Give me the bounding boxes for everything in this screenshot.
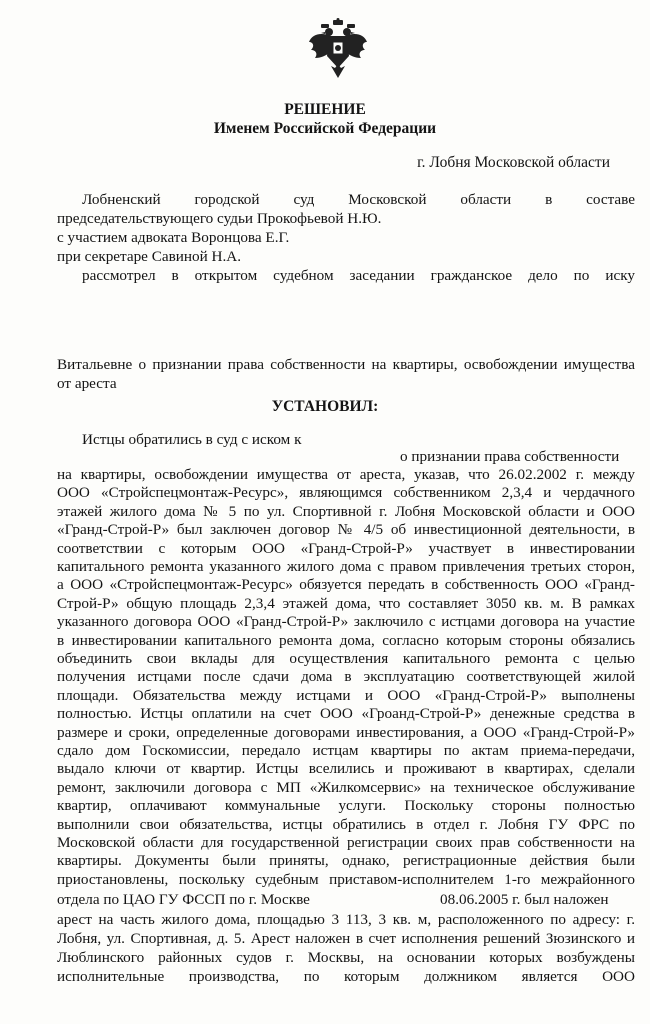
body-line: капитального ремонта указанного жилого дома с правом привлечения третьих сторон, [57,558,635,575]
intro-line-1: Лобненский городской суд Московской области в составе [82,191,635,208]
body-line: арест на часть жилого дома, площадью 3 113, 3 кв. м, расположенного по адресу: г. [57,911,635,928]
coat-of-arms-emblem-icon [307,18,369,80]
body-line: выполнили свои обязательства, истцы обратились в отдел г. Лобня ГУ ФРС по [57,815,635,833]
body-line: приостановлены, поскольку судебным приставом-исполнителем 1-го межрайонного [57,870,635,888]
body-line: Московской области для государственной регистрации своих прав собственности на [57,834,635,851]
body-line: а ООО «Стройспецмонтаж-Ресурс» обязуется передать в собственность ООО «Гранд- [57,576,635,594]
body-line: площади. Обязательства между истцами и ООО «Гранд-Строй-Р» выполнены [57,686,635,704]
body-line: на квартиры, освобождении имущества от ареста, указав, что 26.02.2002 г. между [57,466,635,483]
body-line: выдало ключи от квартир. Истцы вселились и проживают в квартирах, сделали [57,760,635,778]
body-line-bailiff: отдела по ЦАО ГУ ФССП по г. Москве [57,891,310,908]
body-line: этажей жилого дома № 5 по ул. Спортивной г. Лобня Московской области и ООО [57,502,635,520]
document-subtitle: Именем Российской Федерации [213,120,437,137]
body-line: объединить свои вклады для осуществления капитального ремонта с целью [57,650,635,667]
intro-line-3: с участием адвоката Воронцова Е.Г. [57,229,290,246]
body-line-date: 08.06.2005 г. был наложен [440,891,609,908]
body-line: Лобня, ул. Спортивная, д. 5. Арест наложен в счет исполнения решений Зюзинского и [57,930,635,947]
body-line: размере и сроки, определенные договорами инвестирования, а ООО «Гранд-Строй-Р» [57,723,635,741]
body-line: Люблинского районных судов г. Москвы, на основании которых возбуждены [57,949,635,966]
claim-line-2: от ареста [57,375,117,392]
body-line: в инвестировании капитального ремонта дома, согласно которым стороны обязались [57,631,635,649]
body-line: исполнительные производства, по которым должником является ООО [57,968,635,985]
body-line: «Гранд-Строй-Р» был заключен договор № 4/5 об инвестиционной деятельности, в [57,521,635,539]
intro-line-4: при секретаре Савиной Н.А. [57,248,242,265]
claim-line-1: Витальевне о признании права собственности на квартиры, освобождении имущества [57,356,635,373]
body-line: сдало дом Госкомиссии, передало истцам квартиры по актам приема-передачи, [57,742,635,759]
body-line: Строй-Р» общую площадь 2,3,4 этажей дома, что составляет 3050 кв. м. В рамках [57,594,635,612]
body-line: квартиры. Документы были приняты, однако, регистрационные действия были [57,852,635,870]
intro-line-2: председательствующего судьи Прокофьевой Н.Ю. [57,210,382,227]
body-line-start: Истцы обратились в суд с иском к [82,431,302,448]
body-line: соответствии с которым ООО «Гранд-Строй-Р» участвует в инвестировании [57,539,635,557]
document-title: РЕШЕНИЕ [284,101,366,118]
body-line: получения истцами после сдачи дома в эксплуатацию соответствующей жилой [57,668,635,686]
intro-line-5: рассмотрел в открытом судебном заседании гражданское дело по иску [82,267,635,284]
body-line: полностью. Истцы оплатили на счет ООО «Гроанд-Строй-Р» денежные средства в [57,705,635,723]
body-line: указанного договора ООО «Гранд-Строй-Р» заключило с истцами договора на участие [57,613,635,631]
body-line: квартир, оплачивают коммунальные услуги. Поскольку стороны полностью [57,797,635,815]
body-line: ремонт, заключили договора с МП «Жилкомсервис» на техническое обслуживание [57,778,635,796]
body-line: ООО «Стройспецмонтаж-Ресурс», являющимся собственником 2,3,4 и чердачного [57,484,635,502]
section-heading: УСТАНОВИЛ: [271,398,379,415]
city-line: г. Лобня Московской области [417,154,610,171]
body-line-start-cont: о признании права собственности [400,448,620,465]
